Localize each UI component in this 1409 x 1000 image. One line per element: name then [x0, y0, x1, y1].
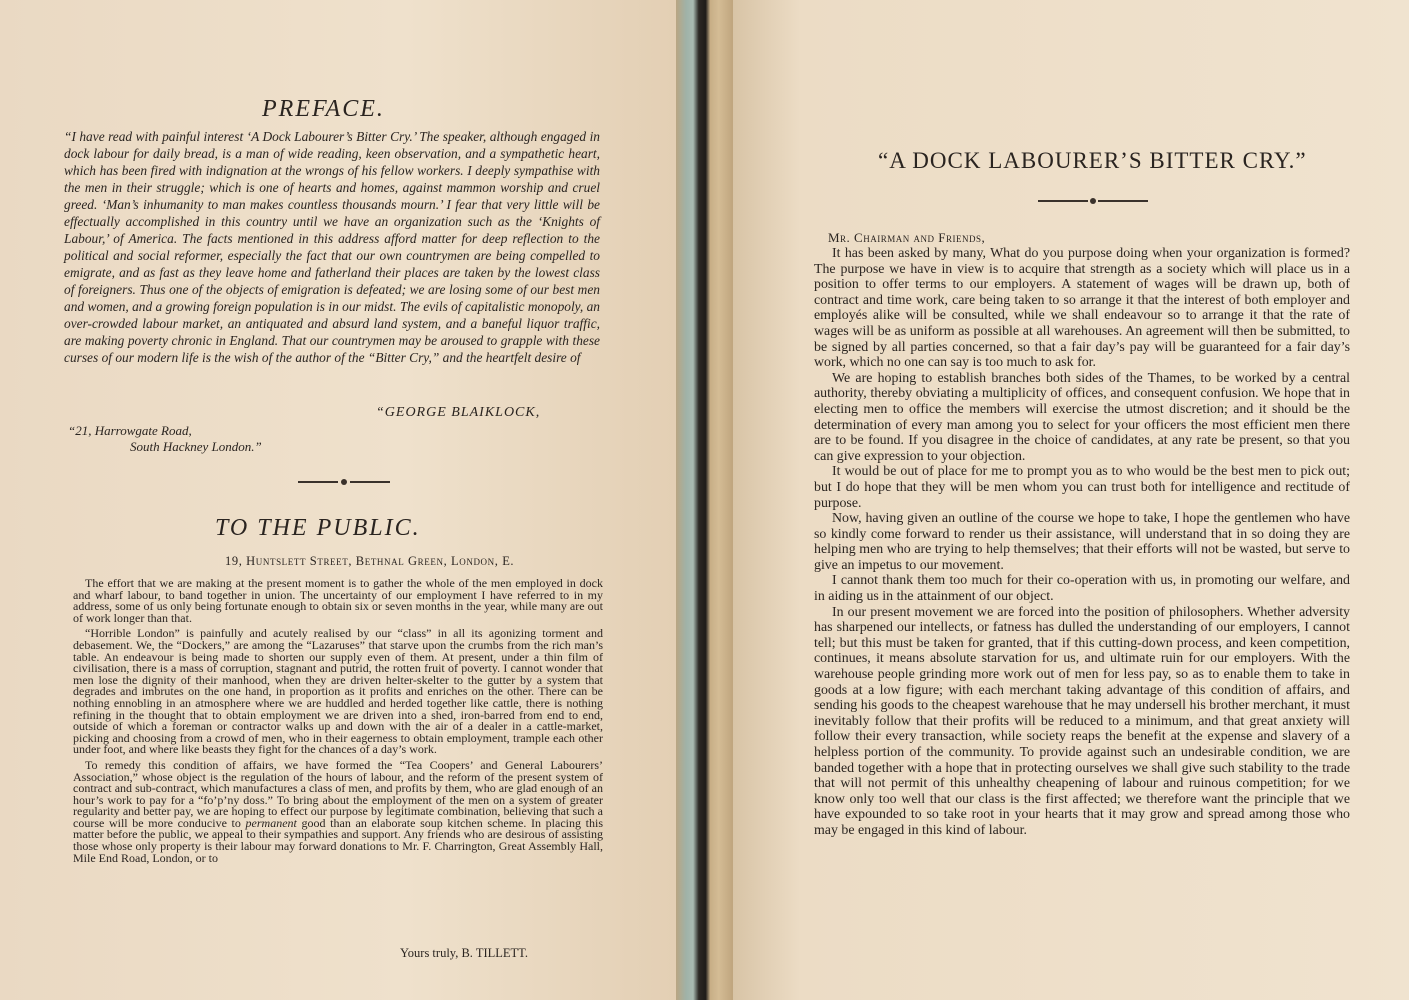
- ornament-divider: [298, 477, 390, 487]
- public-address: 19, Huntslett Street, Bethnal Green, London, E.: [225, 554, 515, 568]
- address-line-2: South Hackney London.”: [130, 439, 262, 454]
- speech-paragraph-3: It would be out of place for me to prompt you as to who would be the best men to pick out; but I do hope that they will be men whom you can trust both for intelligence and rectitude of purpose.: [814, 464, 1350, 511]
- salutation: Mr. Chairman and Friends,: [828, 230, 986, 245]
- bitter-cry-title: “A DOCK LABOURER’S BITTER CRY.”: [878, 148, 1307, 173]
- left-page: [0, 0, 676, 1000]
- public-paragraph-2: “Horrible London” is painfully and acutely realised by our “class” in all its agonizing torment and debasement. We, the “Dockers,” are among the “Lazaruses” that starve upon the crumbs from the rich man’s table. An endeavour is being made to shorten our supply even of them. At present, under a thin film of civilisation, there is a mass of corruption, stagnant and putrid, the rotten fruit of poverty. I cannot wonder that men lose the dignity of their manhood, when they are driven helter-skelter to the gutter by a system that degrades and imbrutes on the one hand, in proportion as it profits and enriches on the other. There can be nothing ennobling in an atmosphere where we are huddled and herded together like cattle, there is nothing refining in the thought that to obtain employment we are driven into a shed, iron-barred from end to end, outside of which a foreman or contractor walks up and down with the air of a dealer in a cattle-market, picking and choosing from a crowd of men, who in their eagerness to obtain employment, trample each other under foot, and where like beasts they fight for the chances of a day’s work.: [73, 626, 603, 757]
- speech-paragraph-4: Now, having given an outline of the course we hope to take, I hope the gentlemen who have so kindly come forward to render us their assistance, will understand that in so doing they are helping men who are trying to help themselves; that their efforts will not be wasted, but serve to give an impetus to our movement.: [814, 511, 1350, 573]
- preface-title: PREFACE.: [262, 96, 385, 122]
- ornament-divider-right: [1038, 196, 1148, 206]
- public-paragraph-3: [73, 757, 603, 865]
- yours-truly-signoff: Yours truly, B. TILLETT.: [400, 946, 529, 960]
- public-letter-body: [73, 578, 603, 868]
- speech-paragraph-5: I cannot thank them too much for their co-operation with us, in promoting our welfare, and in aiding us in the attainment of our object.: [814, 573, 1350, 605]
- emphasis-permanent: permanent: [245, 815, 297, 830]
- book-spine: [676, 0, 733, 1000]
- speech-paragraph-1: It has been asked by many, What do you purpose doing when your organization is formed? The purpose we have in view is to acquire that strength as a society which will place us in a position to offer terms to our employers. A statement of wages will be drawn up, both of contract and time work, care being taken to so arrange it that the interest of both employer and employés alike will be consulted, while we shall endeavour so to arrange it that the rate of wages will be as uniform as possible at all warehouses. An agreement will then be submitted, to be signed by all parties concerned, so that a fair day’s pay will be guaranteed for a fair day’s work, which no one can say is too much to ask for.: [814, 246, 1350, 371]
- public-paragraph-3-part-b: good than an elaborate soup kitchen scheme. In placing this matter before the public, we appeal to their sympathies and support. Any friends who are desirous of assisting those whose only property is their labour may forward donations to Mr. F. Charrington, Great Assembly Hall, Mile End Road, London, or to: [73, 815, 603, 865]
- public-paragraph-1: The effort that we are making at the present moment is to gather the whole of the men employed in dock and wharf labour, to band together in union. The uncertainty of our employment I have referred to in my address, some of us only being fortunate enough to obtain six or seven months in the year, while many are out of work longer than that.: [73, 576, 603, 625]
- address-line-1: “21, Harrowgate Road,: [68, 423, 192, 438]
- public-paragraph-3-part-a: To remedy this condition of affairs, we have formed the “Tea Coopers’ and General Labourers’ Association,” whose object is the regulation of the hours of labour, and the reform of the present system of contract and sub-contract, which manufactures a class of men, and profits by them, who are glad enough of an hour’s work to pay for a “fo’p’ny doss.” To bring about the employment of the men on a system of greater regularity and better pay, we are hoping to effect our purpose by legitimate combination, believing that such a course will be more conducive to: [73, 757, 603, 830]
- public-title: TO THE PUBLIC.: [215, 515, 421, 541]
- speech-paragraph-2: We are hoping to establish branches both sides of the Thames, to be worked by a central authority, thereby obviating a multiplicity of offices, and consequent confusion. We hope that in electing men to office the members will exercise the utmost discretion; and it should be the determination of every man among you to select for your officers the most efficient men there are to be found. If you disagree in the choice of candidates, at any rate be present, so that you can give expression to your objection.: [814, 370, 1350, 464]
- signature: “GEORGE BLAIKLOCK,: [376, 405, 541, 420]
- speech-body: [814, 246, 1350, 839]
- preface-text: “I have read with painful interest ‘A Dock Labourer’s Bitter Cry.’ The speaker, although engaged in dock labour for daily bread, is a man of wide reading, keen observation, and a sympathetic heart, which has been fired with indignation at the wrongs of his fellow workers. I deeply sympathise with the men in their struggle; which is one of hearts and homes, against mammon worship and cruel greed. ‘Man’s inhumanity to man makes countless thousands mourn.’ I fear that very little will be effectually accomplished in this country until we have an organization such as the ‘Knights of Labour,’ of America. The facts mentioned in this address afford matter for deep reflection to the political and social reformer, especially the fact that our own countrymen are being compelled to emigrate, and as fast as they leave home and fatherland their places are taken by the lowest class of foreigners. Thus one of the objects of emigration is defeated; we are losing some of our best men and women, and a growing foreign population is in our midst. The evils of capitalistic monopoly, an over-crowded labour market, an antiquated and absurd land system, and a baneful liquor traffic, are making poverty chronic in England. That our countrymen may be aroused to grapple with these curses of our modern life is the wish of the author of the “Bitter Cry,” and the heartfelt desire of: [64, 129, 600, 365]
- speech-paragraph-6: In our present movement we are forced into the position of philosophers. Whether adversity has sharpened our intellects, or fatness has dulled the understanding of our employers, I cannot tell; but this must be taken for granted, that if this cutting-down process, and keen competition, continues, it means absolute starvation for us, and ultimate ruin for our employers. With the warehouse people grinding more work out of men for less pay, so as to enable them to take in goods at a low figure; with each merchant taking advantage of this condition of affairs, and sending his goods to the cheapest warehouse that he may undersell his brother merchant, it must inevitably follow that their profits will be reduced to a minimum, and that great anxiety will follow their every transaction, while society reaps the benefit at the expense and slavery of a helpless portion of the community. To provide against such an undesirable condition, we are banded together with a hope that in protecting ourselves we shall give such stability to the trade that will not permit of this unhealthy cheapening of labour and ruinous competition; for we know only too well that our class is the first affected; we therefore want the principle that we have expounded to so take root in your hearts that it may grow and spread among those who may be engaged in this kind of labour.: [814, 604, 1350, 838]
